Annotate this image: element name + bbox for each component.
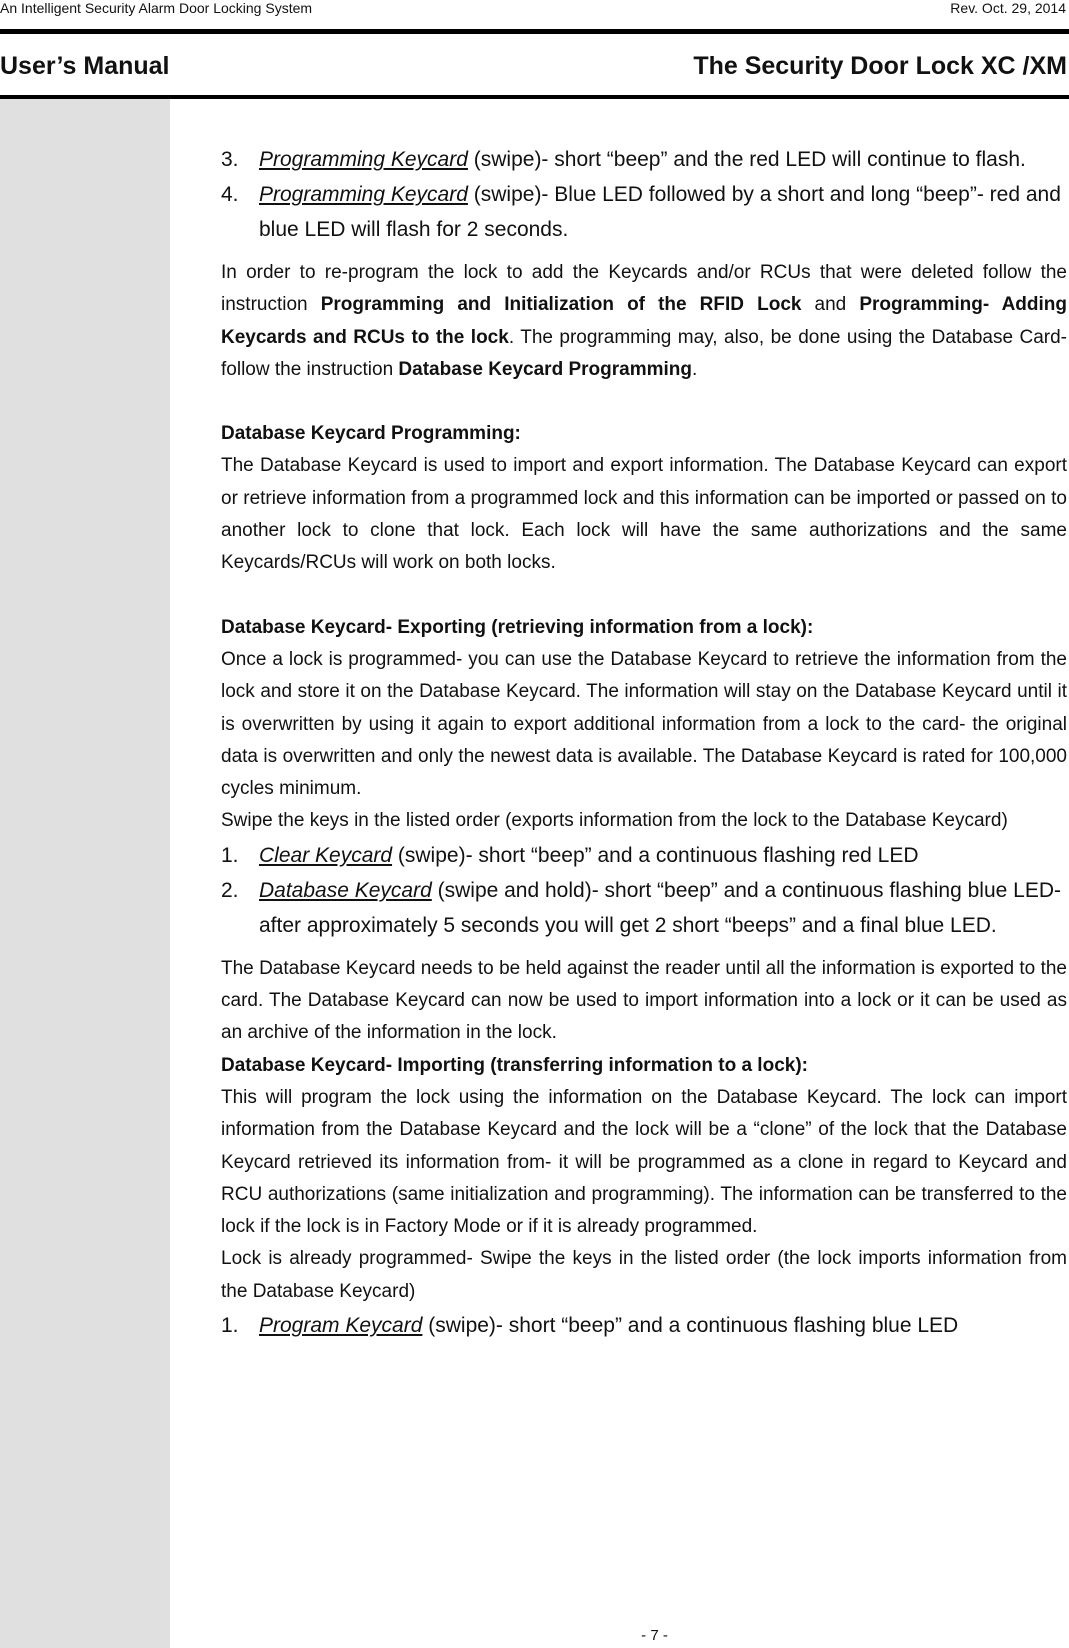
db-export-body: Once a lock is programmed- you can use the Database Keycard to retrieve the information from the lock and store it on the Database Keycard. The information will stay on the Database Keycard until it is overwritten by using it again to export additional information from a lock to the card- the original data is overwritten and only the newest data is available. The Database Keycard is rated for 100,000 cycles minimum. <box>221 648 1067 800</box>
keycard-name: Programming Keycard <box>259 148 468 171</box>
page-content <box>221 142 1067 1343</box>
product-name: The Security Door Lock XC /XM <box>693 52 1067 80</box>
step-text: (swipe)- short “beep” and a continuous flashing red LED <box>392 843 919 867</box>
step-text: (swipe)- Blue LED followed by a short and long “beep”- red and blue LED will flash for 2 seconds. <box>259 183 1061 241</box>
step-text: (swipe)- short “beep” and the red LED will continue to flash. <box>467 148 1026 171</box>
step-4 <box>221 177 1067 247</box>
db-export-instructions: Swipe the keys in the listed order (exports information from the lock to the Database Keycard) <box>221 810 1008 832</box>
section-heading-db-programming: Database Keycard Programming: <box>221 423 521 445</box>
instruction-ref: Database Keycard Programming <box>398 358 692 380</box>
reprogram-paragraph <box>221 257 1067 386</box>
db-programming-body: The Database Keycard is used to import and export information. The Database Keycard can export or retrieve information from a programmed lock and this information can be imported or passed on to another lock to clone that lock. Each lock will have the same authorizations and the same Keycards/RCUs will work on both locks. <box>221 455 1067 574</box>
text-run: In order to re-program the lock to add the Keycards and/or RCUs that were deleted follow the instruction <box>221 262 1067 316</box>
step-number: 1. <box>221 843 239 867</box>
document-title: An Intelligent Security Alarm Door Locking System <box>0 0 313 16</box>
section-heading-db-import: Database Keycard- Importing (transferring information to a lock): <box>221 1054 808 1076</box>
instruction-ref: Programming and Initialization of the RFID Lock <box>320 294 802 316</box>
text-run: . The programming may, also, be done using the Database Card- follow the instruction <box>221 326 1067 380</box>
step-text: (swipe)- short “beep” and a continuous flashing blue LED <box>422 1314 959 1338</box>
step-3 <box>221 142 1067 177</box>
import-step-1 <box>221 1308 1067 1343</box>
header-rule-top <box>0 29 1069 34</box>
page-number: - 7 - <box>641 1627 668 1644</box>
left-margin-band <box>0 98 170 1648</box>
running-header <box>0 0 1069 20</box>
step-number: 4. <box>221 183 239 206</box>
export-step-1 <box>221 838 1067 873</box>
step-text: (swipe and hold)- short “beep” and a continuous flashing blue LED- after approximately 5 seconds you will get 2 short “beeps” and a final blue LED. <box>259 878 1061 937</box>
keycard-name: Database Keycard <box>259 878 432 902</box>
header-rule-bottom <box>0 95 1069 99</box>
keycard-name: Clear Keycard <box>259 843 393 867</box>
db-export-after: The Database Keycard needs to be held against the reader until all the information is exported to the card. The Database Keycard can now be used to import information into a lock or it can be used as an archive of the information in the lock. <box>221 957 1067 1044</box>
db-import-instructions: Lock is already programmed- Swipe the keys in the listed order (the lock imports information from the Database Keycard) <box>221 1248 1067 1302</box>
text-run: . <box>691 358 698 380</box>
db-import-body: This will program the lock using the information on the Database Keycard. The lock can import information from the Database Keycard and the lock will be a “clone” of the lock that the Database Keycard retrieved its information from- it will be programmed as a clone in regard to Keycard and RCU authorizations (same initialization and programming). The information can be transferred to the lock if the lock is in Factory Mode or if it is already programmed. <box>221 1086 1067 1238</box>
export-step-2 <box>221 873 1067 943</box>
revision-date: Rev. Oct. 29, 2014 <box>950 0 1066 16</box>
manual-header <box>0 52 1069 88</box>
step-number: 3. <box>221 148 239 171</box>
step-number: 2. <box>221 878 239 902</box>
step-number: 1. <box>221 1314 239 1338</box>
text-run: and <box>801 294 860 316</box>
manual-label: User’s Manual <box>0 52 170 80</box>
keycard-name: Programming Keycard <box>259 183 468 206</box>
keycard-name: Program Keycard <box>259 1314 423 1338</box>
instruction-ref: Programming- Adding Keycards and RCUs to the lock <box>221 294 1068 348</box>
section-heading-db-export: Database Keycard- Exporting (retrieving information from a lock): <box>221 616 814 638</box>
